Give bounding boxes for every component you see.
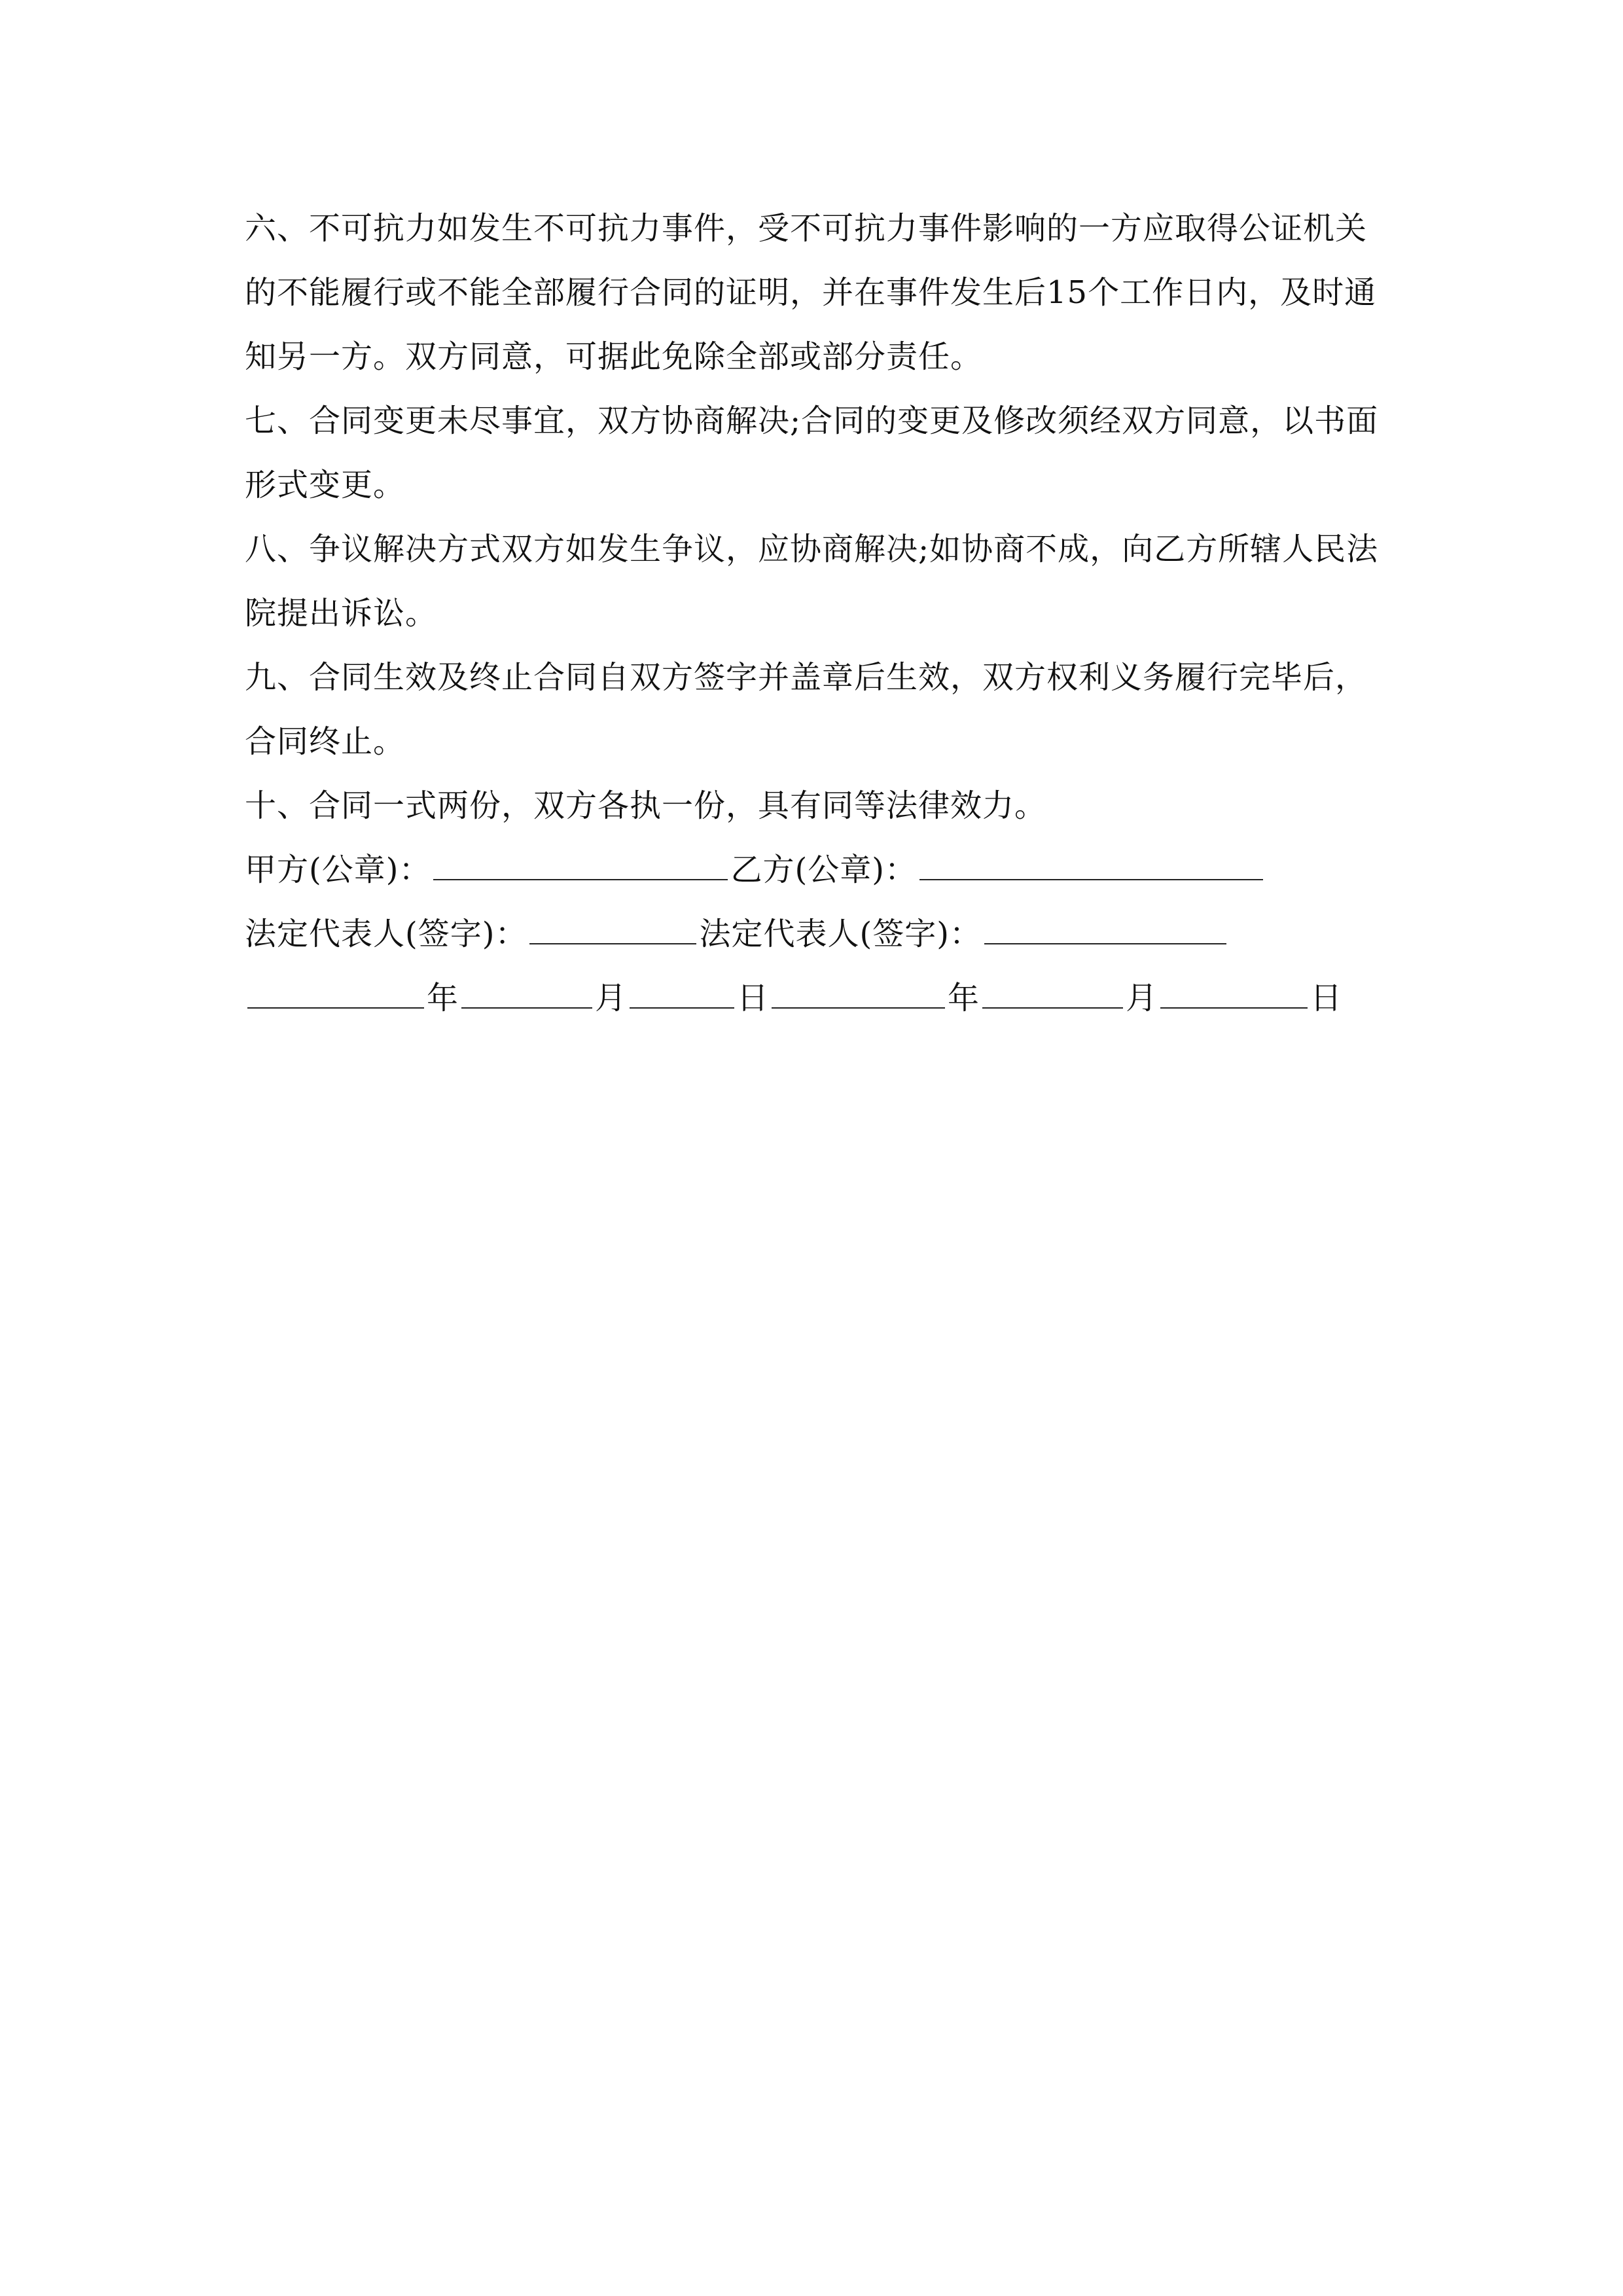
party-a-year-blank[interactable] <box>247 978 424 1009</box>
contract-body <box>245 196 1397 1030</box>
party-a-rep-label: 法定代表人(签字)： <box>245 916 527 952</box>
party-a-month-label: 月 <box>595 980 628 1016</box>
party-b-month-blank[interactable] <box>982 978 1123 1009</box>
party-a-year-label: 年 <box>427 980 459 1016</box>
party-b-rep-label: 法定代表人(签字)： <box>699 916 982 952</box>
party-b-day-label: 日 <box>1310 980 1343 1016</box>
clause-copies: 十、合同一式两份，双方各执一份，具有同等法律效力。 <box>245 787 1047 824</box>
clause-dispute-resolution: 八、争议解决方式双方如发生争议，应协商解决;如协商不成，向乙方所辖人民法院提出诉讼。 <box>245 531 1379 632</box>
party-a-seal-blank[interactable] <box>433 850 728 880</box>
clause-force-majeure: 六、不可抗力如发生不可抗力事件，受不可抗力事件影响的一方应取得公证机关的不能履行或不能全部履行合同的证明，并在事件发生后15个工作日内，及时通知另一方。双方同意，可据此免除全部或部分责任。 <box>245 210 1377 375</box>
seal-line <box>245 838 1397 902</box>
party-a-day-blank[interactable] <box>630 978 734 1009</box>
party-a-day-label: 日 <box>737 980 770 1016</box>
party-b-month-label: 月 <box>1126 980 1158 1016</box>
date-line <box>245 966 1397 1030</box>
party-b-seal-blank[interactable] <box>919 850 1263 880</box>
party-b-rep-blank[interactable] <box>984 914 1226 944</box>
representative-line <box>245 902 1397 966</box>
party-b-day-blank[interactable] <box>1160 978 1308 1009</box>
clause-amendment: 七、合同变更未尽事宜，双方协商解决;合同的变更及修改须经双方同意，以书面形式变更。 <box>245 403 1379 503</box>
clause-effect-termination: 九、合同生效及终止合同自双方签字并盖章后生效，双方权利义务履行完毕后，合同终止。 <box>245 659 1368 760</box>
party-a-month-blank[interactable] <box>461 978 592 1009</box>
party-b-year-label: 年 <box>948 980 980 1016</box>
party-a-rep-blank[interactable] <box>529 914 696 944</box>
party-b-year-blank[interactable] <box>772 978 945 1009</box>
party-a-seal-label: 甲方(公章)： <box>245 852 431 888</box>
party-b-seal-label: 乙方(公章)： <box>730 852 917 888</box>
